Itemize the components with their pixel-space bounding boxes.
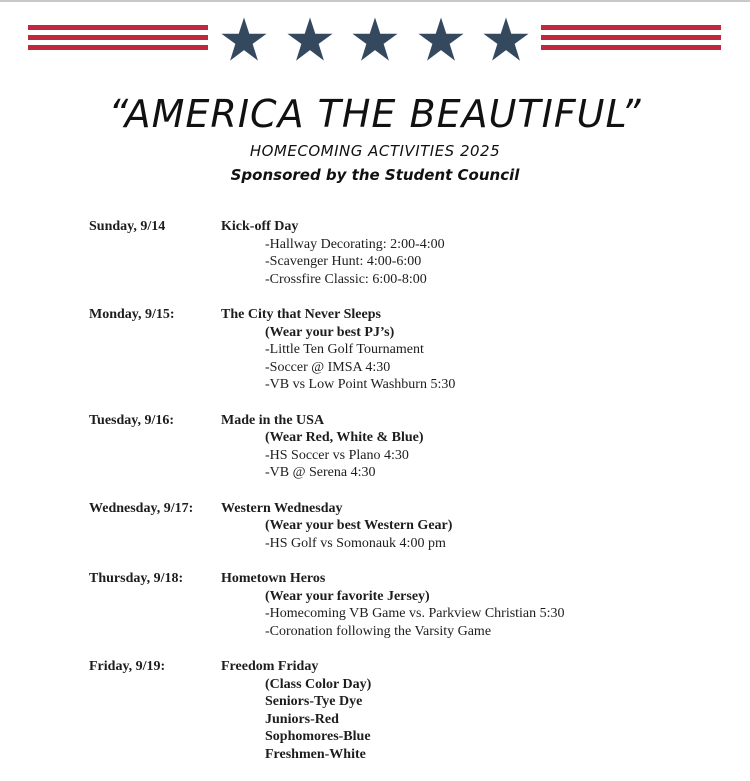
dress-code-line: (Wear your favorite Jersey) (265, 588, 430, 604)
day-body (221, 500, 750, 553)
top-border (0, 0, 750, 2)
day-theme: Western Wednesday (221, 500, 343, 516)
day-entry (0, 570, 750, 640)
day-entry (0, 658, 750, 763)
right-flag-stripes (541, 25, 721, 55)
star-icon (220, 16, 268, 64)
page-title: “AMERICA THE BEAUTIFUL” (108, 92, 642, 136)
day-entry (0, 412, 750, 482)
day-entry (0, 500, 750, 553)
class-color-line: Seniors-Tye Dye (265, 694, 363, 709)
day-theme: Kick-off Day (221, 219, 299, 234)
activity-line: -Scavenger Hunt: 4:00-6:00 (265, 254, 422, 269)
activity-line: -VB @ Serena 4:30 (265, 465, 376, 480)
class-color-line: Freshmen-White (265, 746, 366, 762)
day-body (221, 658, 750, 763)
schedule (0, 218, 750, 781)
activity-line: -Crossfire Classic: 6:00-8:00 (265, 271, 427, 287)
star-icon (482, 16, 530, 64)
day-entry (0, 218, 750, 288)
star-icon (286, 16, 334, 64)
dress-code-line: (Wear your best Western Gear) (265, 518, 453, 533)
day-entry (0, 306, 750, 394)
activity-line: -Little Ten Golf Tournament (265, 342, 424, 357)
left-flag-stripes (28, 25, 208, 55)
dress-code-line: (Class Color Day) (265, 676, 372, 692)
stripe (28, 35, 208, 40)
page-subtitle: HOMECOMING ACTIVITIES 2025 (249, 142, 501, 160)
sponsor-line: Sponsored by the Student Council (230, 166, 520, 184)
stripe (541, 45, 721, 50)
dress-code-line: (Wear your best PJ’s) (265, 324, 395, 340)
day-body (221, 306, 750, 394)
day-label: Tuesday, 9/16: (89, 412, 175, 428)
day-body (221, 570, 750, 640)
day-theme: Freedom Friday (221, 659, 319, 674)
dress-code-line: (Wear Red, White & Blue) (265, 430, 424, 445)
class-color-line: Juniors-Red (265, 711, 339, 727)
stripe (28, 45, 208, 50)
activity-line: -Hallway Decorating: 2:00-4:00 (265, 236, 445, 252)
day-theme: The City that Never Sleeps (221, 307, 381, 322)
star-row (220, 16, 530, 64)
activity-line: -Coronation following the Varsity Game (265, 623, 492, 639)
stripe (541, 25, 721, 30)
class-color-line: Sophomores-Blue (265, 729, 371, 744)
day-body (221, 218, 750, 288)
day-theme: Made in the USA (221, 412, 325, 428)
stripe (541, 35, 721, 40)
activity-line: -VB vs Low Point Washburn 5:30 (265, 377, 456, 392)
activity-line: -HS Golf vs Somonauk 4:00 pm (265, 535, 446, 551)
activity-line: -Homecoming VB Game vs. Parkview Christian 5:30 (265, 606, 565, 621)
activity-line: -HS Soccer vs Plano 4:30 (265, 447, 409, 463)
day-label: Thursday, 9/18: (89, 571, 184, 586)
star-icon (351, 16, 399, 64)
activity-line: -Soccer @ IMSA 4:30 (265, 359, 391, 375)
day-label: Monday, 9/15: (89, 307, 175, 322)
day-theme: Hometown Heros (221, 571, 326, 586)
stripe (28, 25, 208, 30)
day-label: Wednesday, 9/17: (89, 500, 194, 516)
day-body (221, 412, 750, 482)
day-label: Friday, 9/19: (89, 659, 166, 674)
star-icon (417, 16, 465, 64)
day-label: Sunday, 9/14 (89, 219, 166, 234)
